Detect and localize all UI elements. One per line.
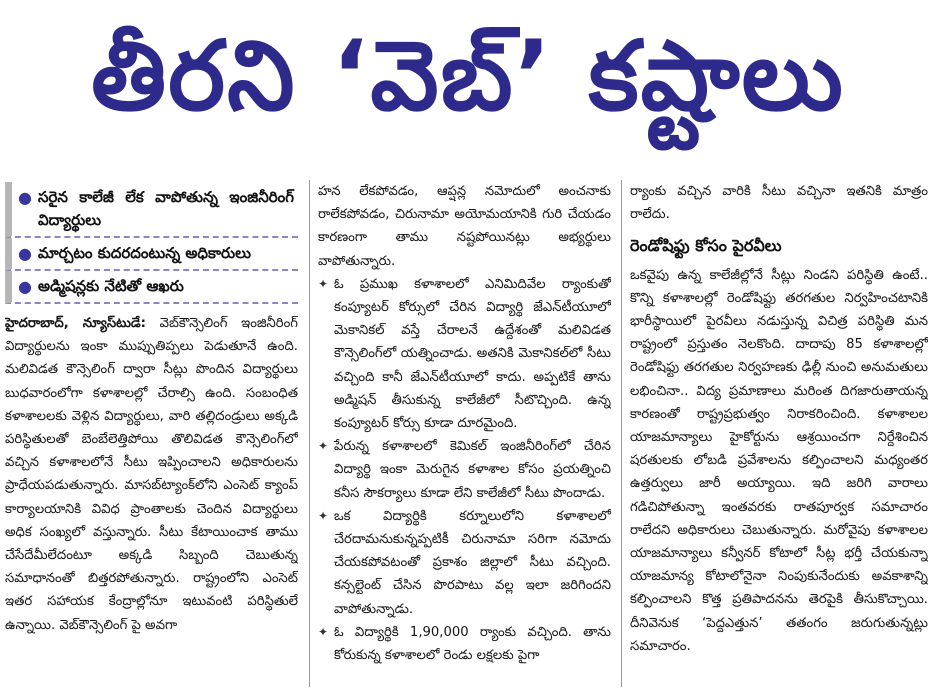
- highlight-text: సరైన కాలేజీ లేక వాపోతున్న ఇంజినీరింగ్ విద్యార్థులు: [37, 188, 294, 229]
- column-1: [5, 180, 298, 689]
- article-paragraph: ఒకవైపు ఉన్న కాలేజీల్లోనే సీట్లు నిండని పరిస్థితి ఉంటే.. కొన్ని కళాశాలల్లో రెండోషిఫ్టు తరగతుల నిర్వహించటానికి భారీస్థాయిలో పైరవీలు నడుస్తున్న విచిత్ర పరిస్థితి మన రాష్ట్రంలో ప్రస్తుతం నెలకొంది. దాదాపు 85 కళాశాలల్లో రెండోషిఫ్టు తరగతుల నిర్వహణకు ఢిల్లీ నుంచి అనుమతులు లభించినా.. విద్య ప్రమాణాలు మరింత దిగజారుతాయన్న కారణంతో రాష్ట్రప్రభుత్వం నిరాకరించింది. కళాశాలల యాజమాన్యాలు హైకోర్టును ఆశ్రయించగా నిర్దేశించిన షరతులకు లోబడి ప్రవేశాలను కల్పించాలని మధ్యంతర ఉత్తర్వులు జారీ అయ్యాయి. ఇది జరిగి వారాలు గడిచిపోతున్నా ఇంతవరకు రాతపూర్వక సమాచారం రాలేదని అధికారులు చెబుతున్నారు. మరోవైపు కళాశాలల యాజమాన్యాలు కన్వీనర్ కోటాలో సీట్ల భర్తీ చేయకున్నా యాజమాన్య కోటాలోనైనా నింపుకునేందుకు అవకాశాన్ని కల్పించాలని కొత్త ప్రతిపాదనను తెరపైకి తీసుకొచ్చాయి. దీనివెనుక ‘పెద్దఎత్తున’ తతంగం జరుగుతున్నట్లు సమాచారం.: [630, 267, 928, 654]
- list-item: [318, 273, 611, 435]
- list-item-text: ఓ విద్యార్థికి 1,90,000 ర్యాంకు వచ్చింది. తాను కోరుకున్న కళాశాలలో రెండు లక్షలకు పైగా: [334, 624, 611, 664]
- article-paragraph: [5, 312, 298, 637]
- diamond-bullet-icon: ✦: [318, 276, 329, 291]
- diamond-bullet-icon: ✦: [318, 439, 329, 454]
- diamond-bullet-icon: ✦: [318, 624, 329, 639]
- headline-text: తీరని ‘వెబ్’ కష్టాలు: [91, 19, 845, 132]
- diamond-bullet-icon: ✦: [318, 508, 329, 523]
- highlight-item: [5, 238, 298, 271]
- bullet-icon: ●: [18, 244, 32, 263]
- list-item-text: ఓ ప్రముఖ కళాశాలలో ఎనిమిదివేల ర్యాంకుతో కంప్యూటర్ కోర్సులో చేరిన విద్యార్థి జేఎన్‌టీయూలో మెకానికల్ వస్తే చేరాలనే ఉద్దేశంతో మలివిడత కౌన్సెలింగ్‌లో యత్నించాడు. అతనికి మెకానికల్‌లో సీటు వచ్చింది కానీ జేఎన్‌టీయూలో కాదు. అప్పటికే తాను అడ్మిషన్ తీసుకున్న కాలేజీలో సీటొచ్చింది. ఉన్న కంప్యూటర్ కోర్సు కూడా దూరమైంది.: [334, 276, 611, 432]
- highlight-text: అడ్మిషన్లకు నేటితో ఆఖరు: [37, 277, 184, 295]
- highlight-text: మార్చటం కుదరదంటున్న అధికారులు: [37, 244, 251, 262]
- example-list: [318, 273, 611, 667]
- subheading: రెండోషిఫ్టు కోసం పైరవీలు: [630, 236, 782, 256]
- column-3: [630, 180, 928, 689]
- dateline: హైదరాబాద్, న్యూస్‌టుడే:: [5, 316, 146, 331]
- column-2: [318, 180, 611, 689]
- headline: [0, 0, 936, 175]
- list-item: [318, 621, 611, 667]
- list-item: [318, 435, 611, 505]
- highlights-box: [5, 182, 298, 304]
- highlight-item: [5, 271, 298, 304]
- paragraph-text: వెబ్‌కౌన్సెలింగ్ ఇంజినీరింగ్ విద్యార్థులను ఇంకా ముప్పుతిప్పలు పెడుతూనే ఉంది. మలివిడత కౌన్సెలింగ్ ద్వారా సీట్లు పొందిన విద్యార్థులు బుధవారంలోగా కళాశాలల్లో చేరాల్సి ఉంది. సంబంధిత కళాశాలలకు వెళ్లిన విద్యార్థులు, వారి తల్లిదండ్రులు అక్కడి పరిస్థితులతో బెంబేలెత్తిపోయి తొలివిడత కౌన్సెలింగ్‌లో వచ్చిన కళాశాలలోనే సీటు ఇప్పించాలని అధికారులను ప్రాధేయపడుతున్నారు. మాసబ్‌ట్యాంక్‌లోని ఎంసెట్ క్యాంప్ కార్యాలయానికి వివిధ ప్రాంతాలకు చెందిన విద్యార్థులు అధిక సంఖ్యలో వస్తున్నారు. సీటు కేటాయించాక తాము చేసేదేమీలేదంటూ అక్కడి సిబ్బంది చెబుతున్న సమాధానంతో బిత్తరపోతున్నారు. రాష్ట్రంలోని ఎంసెట్ ఇతర సహాయక కేంద్రాల్లోనూ ఇటువంటి పరిస్థితులే ఉన్నాయి. వెబ్‌కౌన్సెలింగ్ పై అవగా: [5, 316, 298, 633]
- bullet-icon: ●: [18, 188, 32, 207]
- highlight-item: [5, 182, 298, 238]
- article-paragraph: ర్యాంకు వచ్చిన వారికి సీటు వచ్చినా ఇతనికి మాత్రం రాలేదు.: [630, 184, 928, 223]
- article-paragraph: హన లేకపోవడం, ఆప్షన్ల నమోదులో అంచనాకు రాలేకపోవడం, చిరునామా అయోమయానికి గురి చేయడం కారణంగా తాము నష్టపోయినట్లు అభ్యర్థులు వాపోతున్నారు.: [318, 184, 611, 269]
- column-divider: [621, 180, 622, 687]
- column-divider: [309, 180, 310, 687]
- list-item-text: ఒక విద్యార్థికి కర్నూలులోని కళాశాలలో చేరదామనుకున్నప్పటికీ చిరునామా సరిగా నమోదు చేయకపోవటంతో ప్రకాశం జిల్లాలో సీటు వచ్చింది. కన్సల్టెంట్ చేసిన పొరపాటు వల్ల ఇలా జరిగిందని వాపోతున్నాడు.: [334, 508, 611, 617]
- list-item-text: పేరున్న కళాశాలలో కెమికల్ ఇంజినీరింగ్‌లో చేరిన విద్యార్థి ఇంకా మెరుగైన కళాశాల కోసం ప్రయత్నించి కనీస సౌకర్యాలు కూడా లేని కాలేజీలో సీటు పొందాడు.: [334, 439, 611, 501]
- bullet-icon: ●: [18, 277, 32, 296]
- list-item: [318, 505, 611, 621]
